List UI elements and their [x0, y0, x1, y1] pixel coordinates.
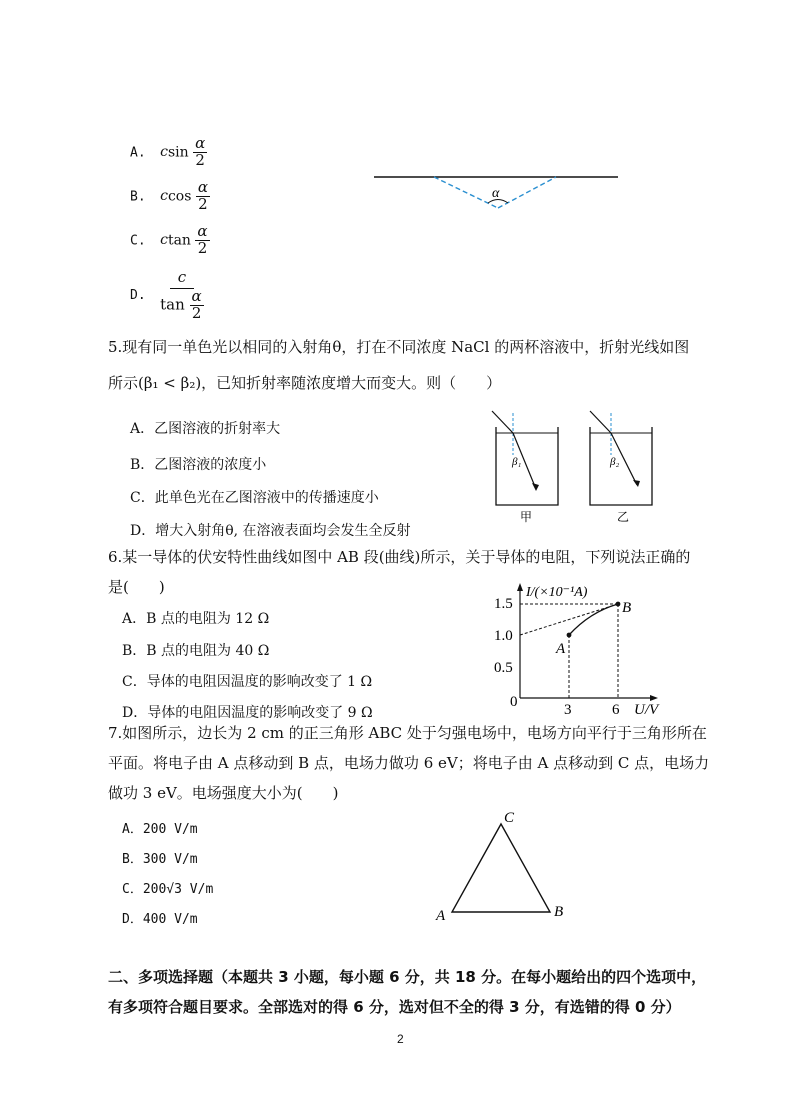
option-fn: sin	[167, 144, 189, 161]
q4-option-c	[130, 224, 210, 257]
frac-den: 2	[195, 150, 205, 169]
option-var: c	[160, 188, 168, 205]
section-2-header-line1: 二、多项选择题（本题共 3 小题，每小题 6 分，共 18 分。在每小题给出的四个选项中，	[108, 968, 707, 986]
ray-right	[498, 177, 556, 208]
option-var: c	[160, 232, 168, 249]
q5-option-d: D．增大入射角θ, 在溶液表面均会发生全反射	[130, 523, 411, 539]
q5-option-b: B．乙图溶液的浓度小	[130, 457, 267, 473]
incident-ray-jia	[492, 411, 513, 433]
x-tick-6: 6	[612, 702, 620, 718]
q5-stem-line1: 5.现有同一单色光以相同的入射角θ，打在不同浓度 NaCl 的两杯溶液中，折射光线如图	[108, 338, 690, 356]
y-tick-1-0: 1.0	[494, 628, 513, 644]
frac-den	[158, 286, 206, 322]
q6-stem-line1: 6.某一导体的伏安特性曲线如图中 AB 段(曲线)所示，关于导体的电阻，下列说法正确的	[108, 548, 691, 566]
option-var: c	[160, 144, 168, 161]
point-b	[616, 602, 621, 607]
page-number: 2	[397, 1032, 404, 1046]
option-fraction	[158, 270, 206, 321]
q4-figure-reflection	[370, 168, 622, 216]
q7-option-c: C．200√3 V/m	[122, 882, 214, 897]
point-a	[567, 633, 572, 638]
frac-den: 2	[198, 194, 208, 213]
triangle-abc	[452, 824, 550, 912]
vertex-b-label: B	[554, 904, 564, 920]
q6-option-c: C．导体的电阻因温度的影响改变了 1 Ω	[122, 674, 373, 690]
option-label: A.	[130, 145, 146, 161]
iv-curve-ab	[569, 604, 618, 635]
origin-label: 0	[510, 694, 518, 710]
vertex-a-label: A	[436, 908, 446, 924]
option-label: B.	[130, 189, 146, 205]
frac-den: 2	[191, 303, 202, 322]
q5-stem-line2: 所示(β₁ < β₂)，已知折射率随浓度增大而变大。则（ ）	[108, 374, 502, 392]
point-a-label: A	[556, 641, 566, 657]
x-axis-label: U/V	[634, 702, 659, 718]
q7-stem-line3: 做功 3 eV。电场强度大小为( )	[108, 784, 339, 802]
frac-num: α	[195, 134, 206, 152]
option-fn: tan	[167, 232, 191, 249]
q7-option-a: A．200 V/m	[122, 822, 198, 837]
option-label: C.	[130, 233, 146, 249]
q6-option-b: B．B 点的电阻为 40 Ω	[122, 643, 270, 659]
q7-triangle-figure	[430, 806, 580, 924]
q7-option-b: B．300 V/m	[122, 852, 198, 867]
frac-den-fn: tan	[160, 295, 185, 313]
x-tick-3: 3	[564, 702, 572, 718]
frac-num: α	[197, 222, 208, 240]
label-beta1: β₁	[512, 456, 522, 468]
option-label: D.	[130, 288, 146, 304]
q7-stem-line1: 7.如图所示，边长为 2 cm 的正三角形 ABC 处于匀强电场中，电场方向平行于三角形所在	[108, 724, 707, 742]
y-tick-1-5: 1.5	[494, 596, 513, 612]
point-b-label: B	[622, 600, 632, 616]
option-fraction	[196, 180, 210, 213]
y-axis-label: I/(×10⁻¹A)	[526, 585, 588, 600]
option-fraction	[193, 136, 207, 169]
label-beta2: β₂	[610, 456, 620, 468]
q5-figure-beakers	[484, 405, 664, 527]
option-fn: cos	[167, 188, 192, 205]
q4-option-d	[130, 270, 206, 321]
q4-option-b	[130, 180, 210, 213]
q5-option-a: A．乙图溶液的折射率大	[130, 421, 281, 437]
y-axis-arrow	[517, 583, 523, 591]
x-axis-arrow	[650, 695, 658, 701]
angle-label-alpha: α	[492, 186, 500, 201]
ray-left	[434, 177, 498, 208]
section-2-header-line2: 有多项符合题目要求。全部选对的得 6 分，选对但不全的得 3 分，有选错的得 0 分）	[108, 998, 681, 1016]
frac-num: α	[197, 178, 209, 196]
frac-num: α	[191, 286, 202, 305]
arrow-yi	[633, 480, 640, 487]
q6-iv-graph	[486, 578, 666, 718]
q7-stem-line2: 平面。将电子由 A 点移动到 B 点，电场力做功 6 eV；将电子由 A 点移动到 C 点，电场力	[108, 754, 710, 772]
y-tick-0-5: 0.5	[494, 660, 513, 676]
q4-option-a	[130, 136, 207, 169]
q5-option-c: C．此单色光在乙图溶液中的传播速度小	[130, 490, 379, 506]
arrow-jia	[532, 483, 539, 491]
label-jia: 甲	[520, 510, 533, 524]
q7-option-d: D．400 V/m	[122, 912, 198, 927]
beaker-yi	[590, 427, 652, 505]
q6-option-a: A．B 点的电阻为 12 Ω	[122, 611, 270, 627]
vertex-c-label: C	[504, 810, 515, 826]
nested-fraction	[190, 286, 204, 322]
option-fraction	[195, 224, 209, 257]
label-yi: 乙	[617, 510, 630, 524]
frac-den: 2	[197, 238, 208, 257]
q6-stem-line2: 是( )	[108, 578, 165, 596]
incident-ray-yi	[590, 411, 611, 433]
q6-option-d: D．导体的电阻因温度的影响改变了 9 Ω	[122, 705, 373, 721]
dash-origin-line	[520, 604, 618, 635]
frac-num: c	[170, 270, 194, 289]
